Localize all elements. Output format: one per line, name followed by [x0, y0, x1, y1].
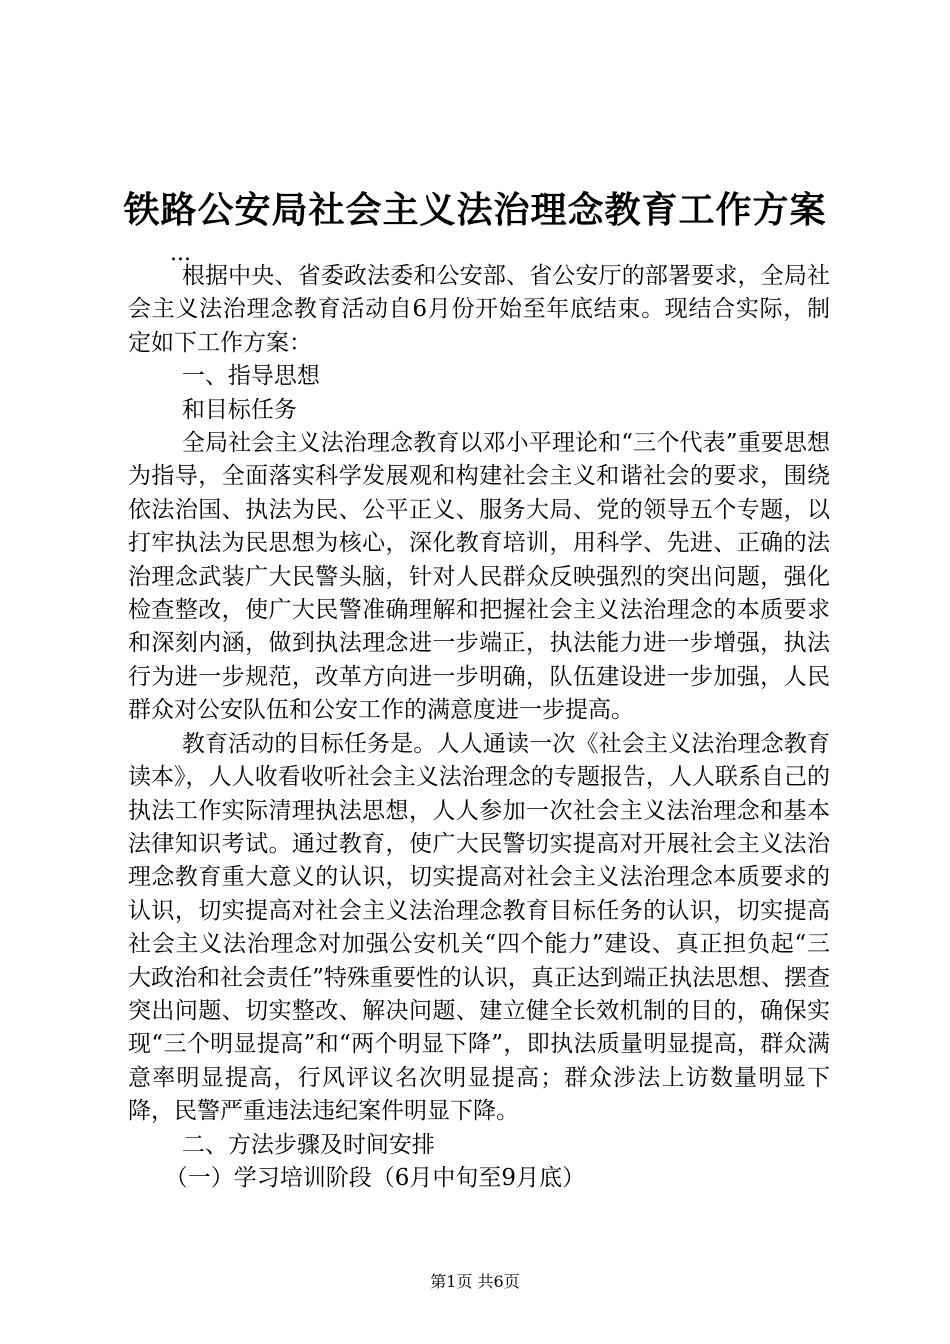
goals-paragraph: 教育活动的目标任务是。人人通读一次《社会主义法治理念教育读本》，人人收看收听社会主义法治理念的专题报告，人人联系自己的执法工作实际清理执法思想，人人参加一次社会主义法治理念和基本法律知识考试。通过教育，使广大民警切实提高对开展社会主义法治理念教育重大意义的认识，切实提高对社会主义法治理念本质要求的认识，切实提高对社会主义法治理念教育目标任务的认识，切实提高社会主义法治理念对加强公安机关“四个能力”建设、真正担负起“三大政治和社会责任”特殊重要性的认识，真正达到端正执法思想、摆查突出问题、切实整改、解决问题、建立健全长效机制的目的，确保实现“三个明显提高”和“两个明显下降”，即执法质量明显提高，群众满意率明显提高，行风评议名次明显提高；群众涉法上访数量明显下降，民警严重违法违纪案件明显下降。	[128, 730, 830, 1125]
guiding-paragraph: 全局社会主义法治理念教育以邓小平理论和“三个代表”重要思想为指导，全面落实科学发展观和构建社会主义和谐社会的要求，围绕依法治国、执法为民、公平正义、服务大局、党的领导五个专题，以打牢执法为民思想为核心，深化教育培训，用科学、先进、正确的法治理念武装广大民警头脑，针对人民群众反映强烈的突出问题，强化检查整改，使广大民警准确理解和把握社会主义法治理念的本质要求和深刻内涵，做到执法理念进一步端正，执法能力进一步增强，执法行为进一步规范，改革方向进一步明确，队伍建设进一步加强，人民群众对公安队伍和公安工作的满意度进一步提高。	[128, 430, 830, 724]
intro-paragraph: 根据中央、省委政法委和公安部、省公安厅的部署要求，全局社会主义法治理念教育活动自6月份开始至年底结束。现结合实际，制定如下工作方案：	[128, 263, 830, 356]
section-heading-goals: 和目标任务	[181, 396, 297, 423]
title-ellipsis: ...	[170, 241, 191, 266]
page-number-footer: 第1页 共6页	[430, 1272, 520, 1291]
stage-heading-training: （一）学习培训阶段（6月中旬至9月底）	[164, 1164, 586, 1191]
document-title: 铁路公安局社会主义法治理念教育工作方案	[123, 189, 827, 231]
document-body	[128, 260, 830, 1195]
section-heading-steps: 二、方法步骤及时间安排	[181, 1131, 435, 1158]
section-heading-guiding-thought: 一、指导思想	[181, 363, 320, 390]
